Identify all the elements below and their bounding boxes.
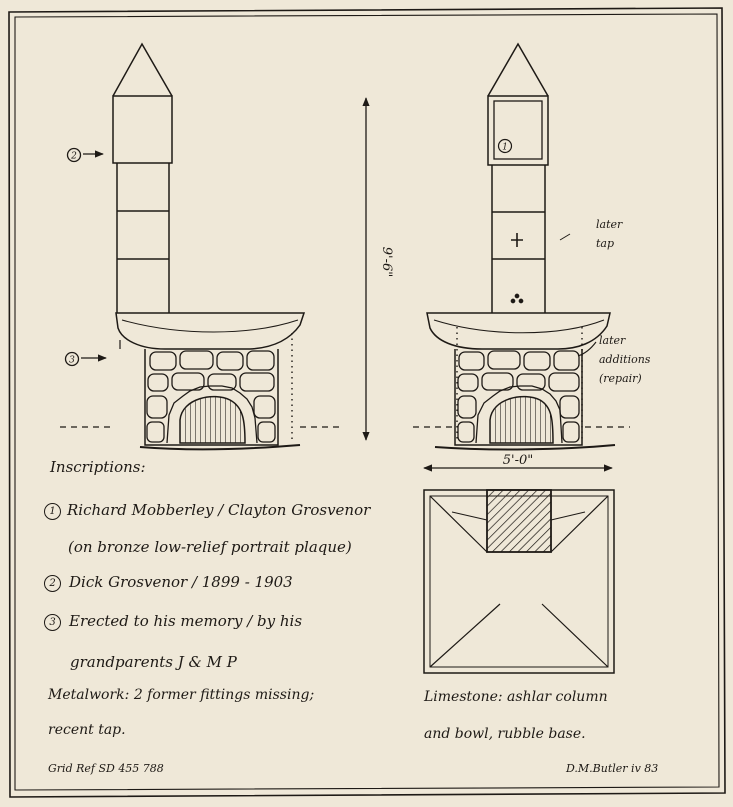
materials-line-1: Limestone: ashlar column <box>424 689 608 705</box>
inscriptions-heading: Inscriptions: <box>50 458 146 476</box>
inscription-text: Richard Mobberley / Clayton Grosvenor <box>67 501 371 519</box>
inscription-1-sub: (on bronze low-relief portrait plaque) <box>68 538 352 556</box>
artist-signature: D.M.Butler iv 83 <box>566 762 659 775</box>
callouts <box>66 149 107 366</box>
note-line: (repair) <box>599 372 642 385</box>
later-additions-note <box>599 331 650 388</box>
inscription-number <box>44 575 61 592</box>
later-tap-note <box>596 215 622 253</box>
note-line: later <box>599 334 626 347</box>
sheet-border <box>9 8 725 797</box>
inscription-number <box>44 503 61 520</box>
inscription-number <box>44 614 61 631</box>
inscription-number-text: 3 <box>49 617 56 628</box>
inscription-number-text: 1 <box>49 506 56 517</box>
note-line: later <box>596 218 623 231</box>
side-elevation <box>60 44 340 449</box>
materials-line-2: and bowl, rubble base. <box>424 726 586 742</box>
callout-2-label: 2 <box>71 151 77 162</box>
inscription-2 <box>44 573 293 592</box>
inscription-3-sub: grandparents J & M P <box>70 653 237 671</box>
note-leaders <box>560 234 570 240</box>
plaque-marker-label: 1 <box>502 142 508 153</box>
grid-reference: Grid Ref SD 455 788 <box>48 762 164 775</box>
callout-3-label: 3 <box>69 355 75 366</box>
width-dim-label: 5'-0" <box>502 453 534 468</box>
metalwork-note-line-1: Metalwork: 2 former fittings missing; <box>48 687 315 703</box>
inscription-text: Erected to his memory / by his <box>69 612 303 630</box>
height-dim-label: 9'-6" <box>379 246 394 278</box>
inscription-3 <box>44 612 302 631</box>
inscription-text: Dick Grosvenor / 1899 - 1903 <box>69 573 293 591</box>
inscription-1 <box>44 501 370 520</box>
metalwork-note-line-2: recent tap. <box>48 722 126 738</box>
plan-view <box>424 490 614 673</box>
inscription-number-text: 2 <box>49 578 56 589</box>
note-line: additions <box>599 353 651 366</box>
note-line: tap <box>596 237 615 250</box>
